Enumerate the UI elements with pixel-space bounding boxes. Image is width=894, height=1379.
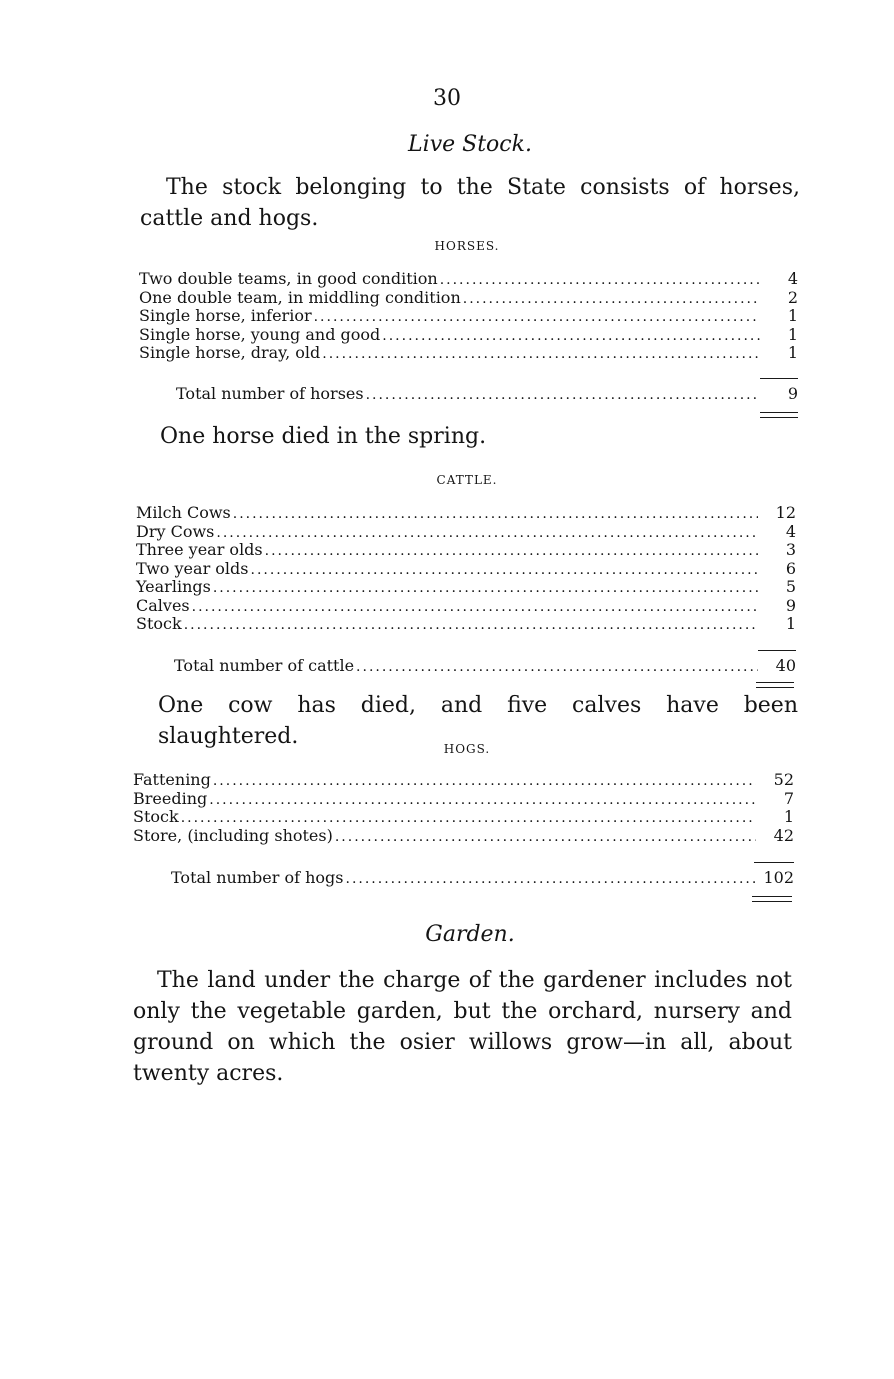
item-value: 1 — [787, 306, 798, 325]
item-label: Single horse, inferior — [139, 306, 312, 325]
hogs-total-row — [171, 868, 794, 887]
ledger-row — [136, 560, 796, 579]
ledger-row — [133, 808, 794, 827]
item-value: 6 — [785, 558, 796, 578]
item-label: One double team, in middling condition — [139, 287, 461, 307]
cattle-total-row — [174, 656, 796, 675]
total-label: Total number of horses — [176, 384, 364, 403]
ledger-row — [136, 541, 796, 560]
item-value: 1 — [785, 614, 796, 633]
item-value: 1 — [787, 324, 798, 344]
total-value: 9 — [787, 384, 798, 403]
item-label: Two year olds — [136, 558, 249, 578]
item-value: 12 — [775, 503, 796, 522]
item-value: 4 — [787, 269, 798, 288]
ledger-row — [133, 771, 794, 790]
hogs-ledger — [133, 771, 794, 845]
dot-leader — [322, 345, 760, 364]
ledger-row — [136, 615, 796, 634]
ledger-row — [136, 523, 796, 542]
live-stock-heading: Live Stock. — [408, 132, 532, 157]
ledger-row — [139, 289, 798, 308]
item-label: Stock — [136, 614, 182, 633]
item-value: 4 — [785, 521, 796, 541]
dot-leader — [251, 561, 759, 580]
page-number: 30 — [433, 86, 461, 111]
ledger-row — [136, 578, 796, 597]
dot-leader — [356, 659, 758, 675]
ledger-row — [136, 597, 796, 616]
dot-leader — [346, 871, 757, 887]
item-value: 9 — [785, 595, 796, 615]
garden-text: The land under the charge of the gardener includes not only the vegetable garden, but the orchard, nursery and ground on which the osier willows grow—in all, about twenty acres. — [133, 968, 792, 1086]
dot-leader — [463, 290, 760, 309]
ledger-row — [139, 344, 798, 363]
ledger-row — [139, 326, 798, 345]
total-double-rule-bottom — [756, 687, 794, 688]
ledger-row — [139, 307, 798, 326]
dot-leader — [209, 791, 756, 810]
ledger-row — [133, 790, 794, 809]
total-value: 40 — [775, 656, 796, 675]
cattle-ledger — [136, 504, 796, 634]
dot-leader — [213, 579, 758, 598]
item-label: Store, (including shotes) — [133, 825, 333, 845]
item-value: 42 — [773, 825, 794, 845]
cattle-note: One cow has died, and five calves have been slaughtered. — [158, 693, 798, 749]
item-label: Fattening — [133, 770, 211, 789]
item-label: Three year olds — [136, 540, 263, 559]
dot-leader — [181, 809, 756, 828]
total-double-rule-bottom — [752, 901, 792, 902]
horses-ledger — [139, 270, 798, 363]
horses-subhead: HORSES. — [434, 239, 500, 253]
item-value: 7 — [783, 788, 794, 808]
garden-heading: Garden. — [425, 922, 515, 947]
subtotal-rule — [760, 378, 798, 379]
hogs-subhead: HOGS. — [443, 742, 491, 756]
item-label: Yearlings — [136, 577, 211, 596]
dot-leader — [382, 327, 760, 346]
item-value: 5 — [785, 577, 796, 596]
horses-total-row — [176, 384, 798, 403]
item-label: Milch Cows — [136, 503, 231, 522]
horses-note: One horse died in the spring. — [160, 424, 487, 449]
item-label: Dry Cows — [136, 521, 215, 541]
total-value: 102 — [763, 868, 794, 887]
ledger-row — [139, 270, 798, 289]
item-value: 3 — [785, 540, 796, 559]
ledger-row — [133, 827, 794, 846]
item-value: 52 — [773, 770, 794, 789]
item-value: 1 — [783, 807, 794, 826]
total-label: Total number of hogs — [171, 868, 344, 887]
dot-leader — [216, 524, 758, 543]
item-label: Calves — [136, 595, 190, 615]
dot-leader — [314, 308, 760, 327]
total-double-rule-top — [752, 896, 792, 897]
subtotal-rule — [758, 650, 796, 651]
item-label: Breeding — [133, 788, 208, 808]
item-label: Two double teams, in good condition — [139, 269, 438, 288]
dot-leader — [213, 772, 756, 791]
item-label: Stock — [133, 807, 179, 826]
total-double-rule-top — [756, 682, 794, 683]
item-value: 1 — [787, 343, 798, 362]
subtotal-rule — [754, 862, 794, 863]
dot-leader — [233, 505, 758, 524]
dot-leader — [184, 616, 758, 635]
dot-leader — [366, 387, 760, 403]
live-stock-intro: The stock belonging to the State consists of horses, cattle and hogs. — [140, 175, 800, 231]
ledger-row — [136, 504, 796, 523]
dot-leader — [335, 828, 756, 847]
item-label: Single horse, young and good — [139, 324, 381, 344]
item-label: Single horse, dray, old — [139, 343, 321, 362]
dot-leader — [440, 271, 760, 290]
total-double-rule-bottom — [760, 417, 798, 418]
cattle-subhead: CATTLE. — [436, 473, 498, 487]
dot-leader — [192, 598, 758, 617]
total-double-rule-top — [760, 412, 798, 413]
dot-leader — [265, 542, 758, 561]
total-label: Total number of cattle — [174, 656, 355, 675]
item-value: 2 — [787, 287, 798, 307]
